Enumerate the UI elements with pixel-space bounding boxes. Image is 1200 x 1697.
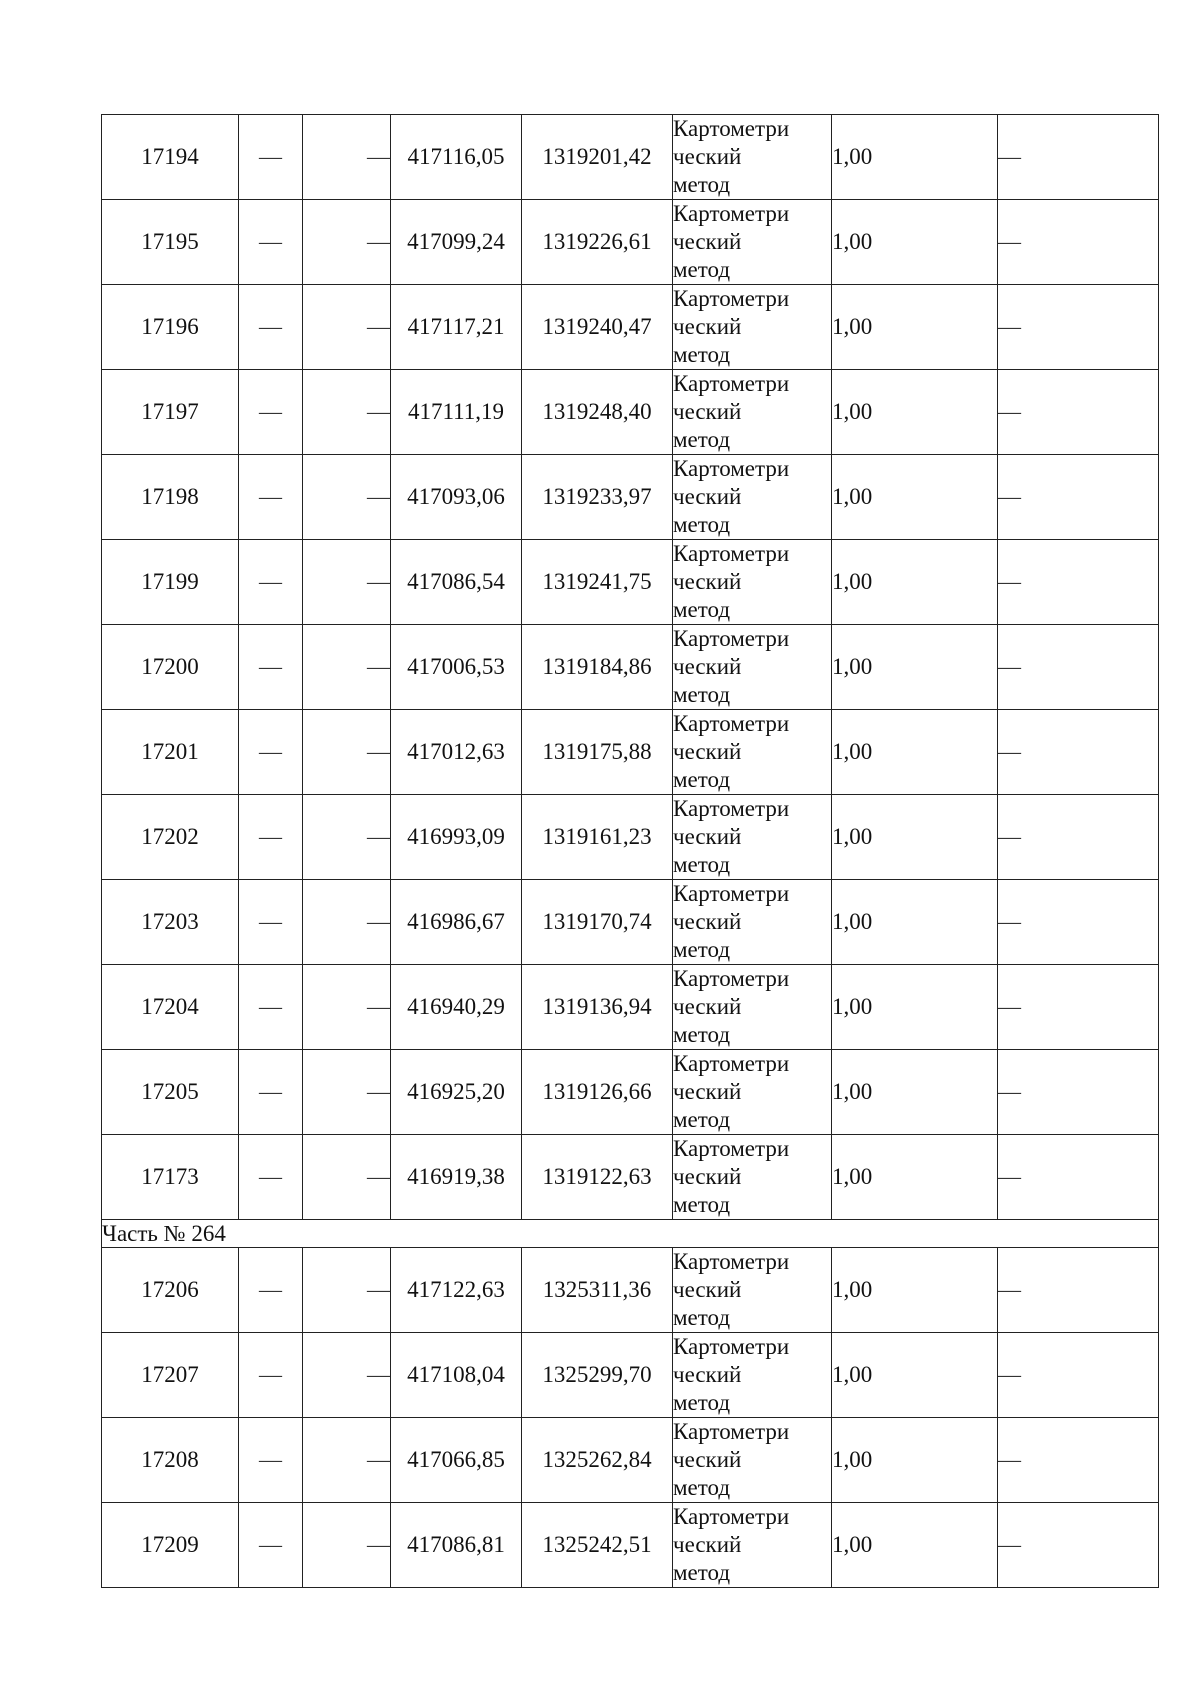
point-number-cell: 17197: [102, 370, 239, 455]
x-coordinate-cell: 416940,29: [391, 965, 522, 1050]
method-line: Картометри: [673, 116, 790, 141]
empty-dash-cell: —: [303, 115, 391, 200]
y-coordinate-cell: 1319184,86: [522, 625, 673, 710]
empty-dash-cell: —: [303, 795, 391, 880]
empty-dash-cell: —: [239, 795, 303, 880]
empty-dash-cell: —: [303, 370, 391, 455]
method-line: Картометри: [673, 1136, 790, 1161]
method-cell: [673, 1248, 832, 1333]
empty-dash-cell: —: [303, 285, 391, 370]
method-cell: [673, 115, 832, 200]
table-row: [102, 880, 1159, 965]
x-coordinate-cell: 416925,20: [391, 1050, 522, 1135]
empty-dash-cell: —: [239, 115, 303, 200]
method-line: метод: [673, 767, 731, 792]
empty-dash-cell: —: [303, 1248, 391, 1333]
table-row: [102, 1418, 1159, 1503]
empty-dash-cell: —: [239, 200, 303, 285]
method-line: метод: [673, 172, 731, 197]
empty-dash-cell: —: [303, 965, 391, 1050]
method-line: Картометри: [673, 796, 790, 821]
table-row: [102, 1050, 1159, 1135]
empty-dash-cell: —: [239, 965, 303, 1050]
part-label: Часть № 264: [102, 1220, 1159, 1248]
method-line: ческий: [673, 1277, 742, 1302]
method-line: ческий: [673, 654, 742, 679]
method-line: метод: [673, 1475, 731, 1500]
method-line: ческий: [673, 1447, 742, 1472]
accuracy-cell: 1,00: [832, 540, 998, 625]
empty-dash-cell: —: [239, 370, 303, 455]
x-coordinate-cell: 417111,19: [391, 370, 522, 455]
y-coordinate-cell: 1319233,97: [522, 455, 673, 540]
point-number-cell: 17205: [102, 1050, 239, 1135]
accuracy-cell: 1,00: [832, 200, 998, 285]
y-coordinate-cell: 1325262,84: [522, 1418, 673, 1503]
empty-dash-cell: —: [239, 1333, 303, 1418]
x-coordinate-cell: 416986,67: [391, 880, 522, 965]
y-coordinate-cell: 1319136,94: [522, 965, 673, 1050]
method-line: метод: [673, 682, 731, 707]
x-coordinate-cell: 417086,81: [391, 1503, 522, 1588]
accuracy-cell: 1,00: [832, 370, 998, 455]
accuracy-cell: 1,00: [832, 1418, 998, 1503]
accuracy-cell: 1,00: [832, 1333, 998, 1418]
method-cell: [673, 285, 832, 370]
method-line: ческий: [673, 399, 742, 424]
empty-dash-cell: —: [998, 1135, 1159, 1220]
table-row: [102, 1333, 1159, 1418]
table-row: [102, 370, 1159, 455]
empty-dash-cell: —: [998, 1050, 1159, 1135]
empty-dash-cell: —: [998, 625, 1159, 710]
x-coordinate-cell: 417086,54: [391, 540, 522, 625]
method-line: метод: [673, 1390, 731, 1415]
x-coordinate-cell: 417099,24: [391, 200, 522, 285]
method-line: Картометри: [673, 711, 790, 736]
method-cell: [673, 965, 832, 1050]
point-number-cell: 17199: [102, 540, 239, 625]
point-number-cell: 17206: [102, 1248, 239, 1333]
method-line: ческий: [673, 739, 742, 764]
table-row: [102, 1503, 1159, 1588]
empty-dash-cell: —: [239, 540, 303, 625]
empty-dash-cell: —: [239, 1503, 303, 1588]
table-row: [102, 540, 1159, 625]
empty-dash-cell: —: [998, 710, 1159, 795]
x-coordinate-cell: 417122,63: [391, 1248, 522, 1333]
empty-dash-cell: —: [303, 540, 391, 625]
empty-dash-cell: —: [998, 370, 1159, 455]
method-line: ческий: [673, 569, 742, 594]
x-coordinate-cell: 417093,06: [391, 455, 522, 540]
x-coordinate-cell: 416919,38: [391, 1135, 522, 1220]
accuracy-cell: 1,00: [832, 625, 998, 710]
method-line: метод: [673, 1192, 731, 1217]
empty-dash-cell: —: [998, 200, 1159, 285]
y-coordinate-cell: 1319241,75: [522, 540, 673, 625]
y-coordinate-cell: 1325311,36: [522, 1248, 673, 1333]
accuracy-cell: 1,00: [832, 795, 998, 880]
empty-dash-cell: —: [998, 1333, 1159, 1418]
method-line: метод: [673, 427, 731, 452]
empty-dash-cell: —: [239, 1135, 303, 1220]
x-coordinate-cell: 417116,05: [391, 115, 522, 200]
method-line: метод: [673, 512, 731, 537]
method-line: ческий: [673, 1362, 742, 1387]
point-number-cell: 17204: [102, 965, 239, 1050]
method-line: Картометри: [673, 1249, 790, 1274]
empty-dash-cell: —: [998, 115, 1159, 200]
empty-dash-cell: —: [998, 965, 1159, 1050]
empty-dash-cell: —: [239, 455, 303, 540]
method-line: Картометри: [673, 1051, 790, 1076]
coordinates-table: [101, 114, 1159, 1588]
point-number-cell: 17196: [102, 285, 239, 370]
method-cell: [673, 1135, 832, 1220]
accuracy-cell: 1,00: [832, 880, 998, 965]
method-cell: [673, 1050, 832, 1135]
accuracy-cell: 1,00: [832, 965, 998, 1050]
empty-dash-cell: —: [303, 710, 391, 795]
y-coordinate-cell: 1319161,23: [522, 795, 673, 880]
x-coordinate-cell: 417108,04: [391, 1333, 522, 1418]
method-line: ческий: [673, 1079, 742, 1104]
y-coordinate-cell: 1319175,88: [522, 710, 673, 795]
method-line: Картометри: [673, 1334, 790, 1359]
table-row: [102, 200, 1159, 285]
empty-dash-cell: —: [303, 625, 391, 710]
method-line: Картометри: [673, 626, 790, 651]
empty-dash-cell: —: [998, 540, 1159, 625]
empty-dash-cell: —: [303, 455, 391, 540]
empty-dash-cell: —: [303, 200, 391, 285]
y-coordinate-cell: 1325242,51: [522, 1503, 673, 1588]
empty-dash-cell: —: [239, 1050, 303, 1135]
method-line: Картометри: [673, 1504, 790, 1529]
empty-dash-cell: —: [239, 285, 303, 370]
method-line: ческий: [673, 994, 742, 1019]
accuracy-cell: 1,00: [832, 1050, 998, 1135]
table-row: [102, 115, 1159, 200]
accuracy-cell: 1,00: [832, 455, 998, 540]
empty-dash-cell: —: [998, 795, 1159, 880]
empty-dash-cell: —: [303, 1503, 391, 1588]
point-number-cell: 17209: [102, 1503, 239, 1588]
accuracy-cell: 1,00: [832, 115, 998, 200]
method-line: метод: [673, 852, 731, 877]
y-coordinate-cell: 1319122,63: [522, 1135, 673, 1220]
method-line: метод: [673, 1022, 731, 1047]
method-line: метод: [673, 597, 731, 622]
method-cell: [673, 1418, 832, 1503]
table-row: [102, 1248, 1159, 1333]
point-number-cell: 17203: [102, 880, 239, 965]
empty-dash-cell: —: [998, 1418, 1159, 1503]
y-coordinate-cell: 1319126,66: [522, 1050, 673, 1135]
method-line: Картометри: [673, 286, 790, 311]
point-number-cell: 17198: [102, 455, 239, 540]
method-cell: [673, 200, 832, 285]
point-number-cell: 17200: [102, 625, 239, 710]
method-cell: [673, 625, 832, 710]
method-line: ческий: [673, 824, 742, 849]
accuracy-cell: 1,00: [832, 285, 998, 370]
method-line: метод: [673, 937, 731, 962]
method-line: Картометри: [673, 541, 790, 566]
x-coordinate-cell: 417006,53: [391, 625, 522, 710]
point-number-cell: 17201: [102, 710, 239, 795]
empty-dash-cell: —: [239, 625, 303, 710]
method-line: Картометри: [673, 371, 790, 396]
point-number-cell: 17173: [102, 1135, 239, 1220]
method-line: ческий: [673, 909, 742, 934]
method-line: метод: [673, 1305, 731, 1330]
empty-dash-cell: —: [998, 1248, 1159, 1333]
empty-dash-cell: —: [239, 710, 303, 795]
table-row: [102, 625, 1159, 710]
point-number-cell: 17195: [102, 200, 239, 285]
point-number-cell: 17207: [102, 1333, 239, 1418]
method-cell: [673, 540, 832, 625]
x-coordinate-cell: 416993,09: [391, 795, 522, 880]
table-row: [102, 710, 1159, 795]
y-coordinate-cell: 1319226,61: [522, 200, 673, 285]
table-row: [102, 455, 1159, 540]
accuracy-cell: 1,00: [832, 1135, 998, 1220]
method-line: метод: [673, 342, 731, 367]
empty-dash-cell: —: [303, 1333, 391, 1418]
method-line: метод: [673, 1560, 731, 1585]
method-line: метод: [673, 257, 731, 282]
empty-dash-cell: —: [303, 1418, 391, 1503]
method-line: ческий: [673, 229, 742, 254]
method-line: метод: [673, 1107, 731, 1132]
empty-dash-cell: —: [303, 1050, 391, 1135]
y-coordinate-cell: 1319170,74: [522, 880, 673, 965]
method-line: ческий: [673, 484, 742, 509]
method-cell: [673, 1503, 832, 1588]
y-coordinate-cell: 1319248,40: [522, 370, 673, 455]
method-cell: [673, 370, 832, 455]
empty-dash-cell: —: [998, 285, 1159, 370]
x-coordinate-cell: 417012,63: [391, 710, 522, 795]
method-line: ческий: [673, 1164, 742, 1189]
empty-dash-cell: —: [998, 1503, 1159, 1588]
point-number-cell: 17194: [102, 115, 239, 200]
table-body: [102, 115, 1159, 1588]
x-coordinate-cell: 417117,21: [391, 285, 522, 370]
accuracy-cell: 1,00: [832, 1503, 998, 1588]
method-line: Картометри: [673, 966, 790, 991]
empty-dash-cell: —: [303, 1135, 391, 1220]
empty-dash-cell: —: [998, 880, 1159, 965]
empty-dash-cell: —: [239, 1248, 303, 1333]
point-number-cell: 17202: [102, 795, 239, 880]
y-coordinate-cell: 1319240,47: [522, 285, 673, 370]
method-cell: [673, 795, 832, 880]
x-coordinate-cell: 417066,85: [391, 1418, 522, 1503]
empty-dash-cell: —: [239, 1418, 303, 1503]
table-row: [102, 795, 1159, 880]
empty-dash-cell: —: [998, 455, 1159, 540]
method-line: Картометри: [673, 456, 790, 481]
part-header-row: [102, 1220, 1159, 1248]
method-line: Картометри: [673, 1419, 790, 1444]
method-line: ческий: [673, 1532, 742, 1557]
method-cell: [673, 455, 832, 540]
method-line: Картометри: [673, 201, 790, 226]
accuracy-cell: 1,00: [832, 710, 998, 795]
table-row: [102, 1135, 1159, 1220]
method-line: ческий: [673, 314, 742, 339]
method-cell: [673, 710, 832, 795]
method-cell: [673, 880, 832, 965]
empty-dash-cell: —: [239, 880, 303, 965]
table-row: [102, 965, 1159, 1050]
accuracy-cell: 1,00: [832, 1248, 998, 1333]
empty-dash-cell: —: [303, 880, 391, 965]
point-number-cell: 17208: [102, 1418, 239, 1503]
y-coordinate-cell: 1319201,42: [522, 115, 673, 200]
y-coordinate-cell: 1325299,70: [522, 1333, 673, 1418]
method-line: ческий: [673, 144, 742, 169]
method-line: Картометри: [673, 881, 790, 906]
method-cell: [673, 1333, 832, 1418]
table-row: [102, 285, 1159, 370]
